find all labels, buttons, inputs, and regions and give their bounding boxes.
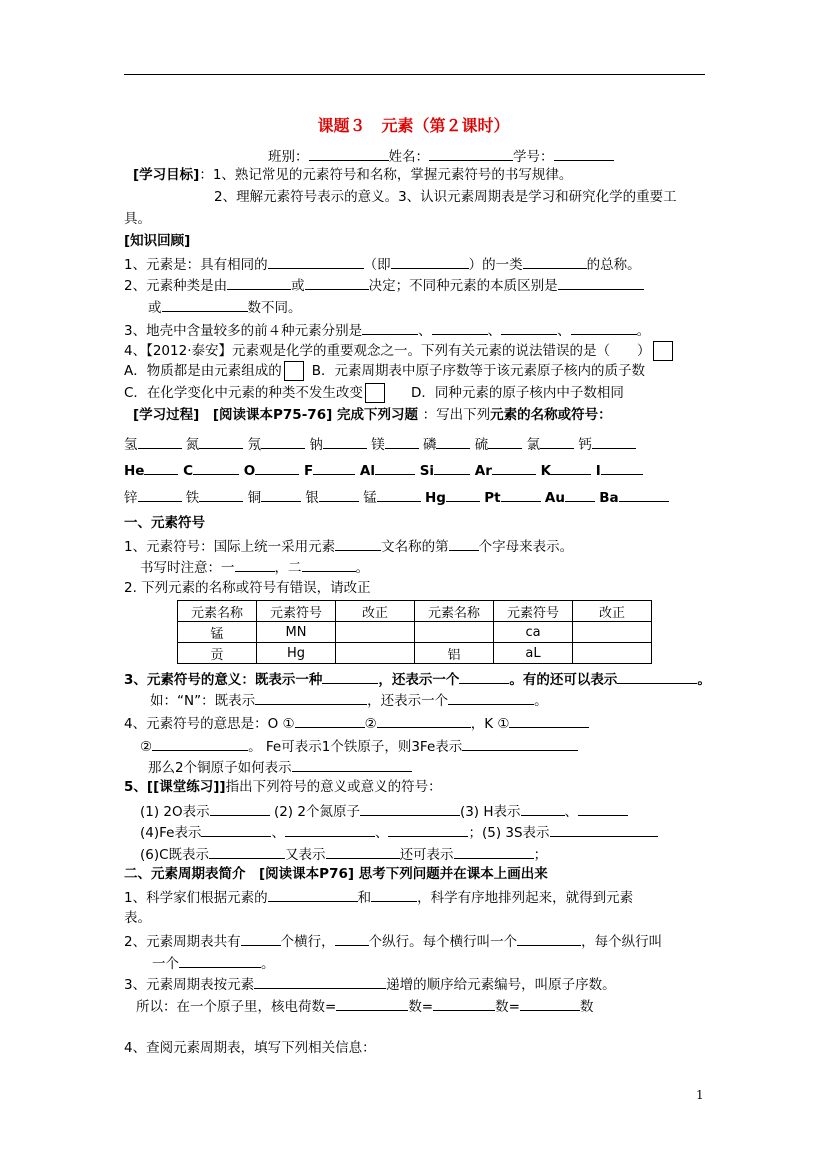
blank[interactable] [517,931,581,946]
blank[interactable] [261,434,305,449]
sec1-q4a [124,713,589,733]
blank[interactable] [254,974,386,989]
text: 和 [357,890,372,906]
blank[interactable] [138,434,182,449]
element-name: 氮 [185,437,200,453]
text: 个横行， [280,934,335,950]
reading-ref: [阅读课本P75-76] [212,407,333,423]
sec2-q3 [124,974,616,994]
text: 递增的顺序给元素编号，叫原子序数。 [386,977,616,993]
text: 、 [564,804,579,820]
blank[interactable] [144,460,178,475]
blank[interactable] [268,254,364,269]
sec1-q5a [140,801,628,821]
option-a: A．物质都是由元素组成的 [124,363,282,379]
text: 2、元素种类是由 [124,278,228,294]
blank[interactable] [391,254,469,269]
process-label: [学习过程] [133,407,200,423]
table-header: 元素名称 [415,601,494,622]
text: 数= [495,999,520,1015]
text: 又表示 [285,847,326,863]
blank[interactable] [323,434,367,449]
blank[interactable] [319,487,359,502]
table-row [178,643,652,664]
blank[interactable] [388,822,468,837]
table-cell: 锰 [178,622,257,643]
table-header: 元素名称 [178,601,257,622]
text: 、 [487,323,502,339]
options-cd [124,383,624,403]
text: (6)C既表示 [140,847,210,863]
text: 3、元素周期表按元素 [124,977,255,993]
goals-line-2: 2、理解元素符号表示的意义。3、认识元素周期表是学习和研究化学的重要工 [214,189,677,205]
text: 一个 [152,956,179,972]
element-name: 硫 [474,437,489,453]
sec2-q3b [136,996,593,1016]
table-cell: 贡 [178,643,257,664]
blank[interactable] [385,434,419,449]
element-name: 氢 [124,437,138,453]
text: 个纵行。每个横行叫一个 [368,934,518,950]
text: 。 [534,693,548,709]
header-rule [124,74,705,75]
blank[interactable] [558,275,644,290]
blank[interactable] [432,320,488,335]
element-symbol: F [303,463,314,479]
text: 、 [557,323,571,339]
sec2-heading-line [124,865,548,883]
element-name: 锌 [124,490,138,506]
sec1-q1b [140,557,369,577]
question-text: 4、【2012·泰安】元素观是化学的重要观念之一。下列有关元素的说法错误的是（ ） [124,343,651,359]
element-name: 镁 [371,437,385,453]
student-info-row [268,146,614,166]
text: 5、 [124,779,147,795]
class-label: 班别： [268,149,309,165]
blank[interactable] [371,887,417,902]
text: 个字母来表示。 [478,539,574,555]
blank[interactable] [201,822,271,837]
element-symbol: C [183,463,194,479]
blank[interactable] [446,487,480,502]
element-name: 氯 [526,437,541,453]
blank[interactable] [362,320,418,335]
option-d: D．同种元素的原子核内中子数相同 [410,385,624,401]
element-symbol: Si [419,463,435,479]
table-header: 改正 [336,601,415,622]
blank[interactable] [509,713,589,728]
text: 。 [261,956,275,972]
sec1-q3b [150,690,548,710]
elements-row-2 [124,460,643,480]
options-ab [124,361,645,381]
blank[interactable] [336,996,408,1011]
table-cell: Hg [257,643,336,664]
text: 。有的还可以表示 [509,672,618,688]
goals-line-3: 具。 [124,211,151,227]
element-name: 银 [305,490,319,506]
blank[interactable] [199,434,243,449]
blank[interactable] [377,487,421,502]
blank[interactable] [550,822,658,837]
text: ② [140,739,153,755]
sec2-q4: 4、查阅元素周期表，填写下列相关信息： [124,1040,376,1056]
table-header: 元素符号 [257,601,336,622]
text: 数 [579,999,594,1015]
element-name: 铁 [185,490,200,506]
text: 的总称。 [586,257,641,273]
table-cell: 铝 [415,643,494,664]
text: 、 [374,825,389,841]
blank[interactable] [193,460,239,475]
class-field[interactable] [309,146,389,161]
blank[interactable] [617,669,697,684]
text: (2) 2个氮原子 [273,804,360,820]
option-c-box[interactable] [365,383,385,403]
option-a-box[interactable] [284,361,304,381]
blank[interactable] [619,487,669,502]
task-text: 思考下列问题并在课本上画出来 [358,866,548,882]
correction-table [177,600,652,664]
blank[interactable] [335,931,369,946]
table-cell[interactable] [336,622,415,643]
sec2-heading: 二、元素周期表简介 [124,866,246,882]
element-name: 氖 [247,437,262,453]
element-symbol: He [124,463,145,479]
table-cell[interactable] [573,622,652,643]
sec1-q1a [124,536,573,556]
text: 指出下列符号的意义或意义的符号： [225,779,442,795]
table-row [178,622,652,643]
element-name: 铜 [247,490,262,506]
review-q2 [124,275,644,295]
goals-line-1 [133,166,572,184]
text: 如：“N”：既表示 [150,693,256,709]
blank[interactable] [571,320,637,335]
text: 那么2个铜原子如何表示 [148,760,292,776]
text: 文名称的第 [381,539,449,555]
blank[interactable] [459,669,509,684]
text: 或 [291,278,305,294]
name-label: 姓名： [388,149,429,165]
blank[interactable] [326,844,400,859]
text: ； [533,847,548,863]
blank[interactable] [227,275,291,290]
text: 。 Fe可表示1个铁原子，则3Fe表示 [248,739,463,755]
blank[interactable] [138,487,182,502]
review-heading: [知识回顾] [124,233,191,249]
blank[interactable] [523,254,587,269]
text: ② [364,716,377,732]
table-cell: ca [494,622,573,643]
text: ，还表示一个 [367,693,449,709]
task-text: 元素的名称或符号： [490,407,612,423]
sec2-q2b [152,953,275,973]
blank[interactable] [313,460,355,475]
blank[interactable] [305,275,369,290]
goals-text-1: ：1、熟记常见的元素符号和名称，掌握元素符号的书写规律。 [199,167,573,183]
text: 3、地壳中含量较多的前４种元素分别是 [124,323,363,339]
blank[interactable] [322,669,378,684]
sec1-q5b [140,822,658,842]
blank[interactable] [199,487,243,502]
text: ，K ① [470,716,510,732]
element-symbol: K [540,463,552,479]
page-title: 课题３ 元素（第２课时） [317,116,510,135]
sec2-q1 [124,887,633,907]
blank[interactable] [434,460,470,475]
text: 1、科学家们根据元素的 [124,890,268,906]
element-name: 锰 [363,490,377,506]
text: ）的一类 [468,257,523,273]
table-cell: aL [494,643,573,664]
text: 2、元素周期表共有 [124,934,241,950]
text: (1) 2O表示 [140,804,210,820]
blank[interactable] [448,690,534,705]
table-cell[interactable] [336,643,415,664]
id-field[interactable] [554,146,614,161]
task-text: 完成下列习题 [336,407,418,423]
text: ，还表示一个 [378,672,460,688]
text: 数= [408,999,434,1015]
blank[interactable] [449,536,479,551]
review-q4 [124,341,675,361]
blank[interactable] [295,713,365,728]
blank[interactable] [241,931,281,946]
review-q2b [148,297,302,317]
blank[interactable] [492,460,536,475]
page-number: 1 [696,1088,704,1102]
text: 决定；不同种元素的本质区别是 [368,278,558,294]
sec1-q4c [148,757,412,777]
table-cell [415,622,494,643]
blank[interactable] [454,844,534,859]
text: 。 [697,672,711,688]
elements-row-3 [124,487,669,507]
element-name: 钠 [309,437,323,453]
blank[interactable] [302,557,356,572]
text: ，二 [274,560,302,576]
sec1-q2: 2. 下列元素的名称或符号有错误，请改正 [124,580,371,596]
blank[interactable] [360,801,460,816]
text: ，每个纵行叫 [581,934,663,950]
option-c: C．在化学变化中元素的种类不发生改变 [124,385,363,401]
blank[interactable] [501,320,557,335]
table-header: 改正 [573,601,652,622]
blank[interactable] [235,557,275,572]
blank[interactable] [209,844,285,859]
element-name: 磷 [422,437,437,453]
table-header: 元素符号 [494,601,573,622]
id-label: 学号： [513,149,554,165]
sec2-q2 [124,931,662,951]
blank[interactable] [436,434,470,449]
practice-label: [[课堂练习]] [146,779,226,795]
text: 4、元素符号的意思是：O ① [124,716,295,732]
blank[interactable] [268,887,358,902]
element-name: 钙 [578,437,592,453]
name-field[interactable] [429,146,513,161]
element-symbol: Al [359,463,375,479]
blank[interactable] [601,460,643,475]
goals-label: [学习目标] [133,167,200,183]
blank[interactable] [255,460,299,475]
blank[interactable] [462,736,578,751]
sec2-q1b: 表。 [124,910,151,926]
sec1-q5 [124,778,442,796]
blank[interactable] [162,297,248,312]
text: 数不同。 [247,300,302,316]
sec1-heading: 一、元素符号 [124,515,205,531]
text: 、 [271,825,285,841]
blank[interactable] [261,487,301,502]
text: 所以：在一个原子里，核电荷数= [136,999,337,1015]
blank[interactable] [255,690,367,705]
blank[interactable] [335,536,381,551]
blank[interactable] [375,460,415,475]
blank[interactable] [179,953,261,968]
blank[interactable] [210,801,270,816]
reading-ref: [阅读课本P76] [259,866,355,882]
text: 或 [148,300,162,316]
text: ，科学有序地排列起来，就得到元素 [417,890,634,906]
sec1-q4b [140,736,578,756]
text: 还可表示 [399,847,454,863]
element-symbol: Pt [484,490,501,506]
elements-row-1 [124,434,636,454]
element-symbol: I [595,463,601,479]
review-q3 [124,320,650,340]
blank[interactable] [565,487,595,502]
text: （即 [363,257,391,273]
table-cell[interactable] [573,643,652,664]
blank[interactable] [520,996,580,1011]
blank[interactable] [592,434,636,449]
text: 。 [636,323,651,339]
answer-box[interactable] [653,341,673,361]
text: (4)Fe表示 [140,825,202,841]
text: 书写时注意：一 [140,560,235,576]
blank[interactable] [551,460,591,475]
blank[interactable] [501,487,541,502]
text: 。 [355,560,369,576]
element-symbol: Au [544,490,565,506]
sec1-q5c [140,844,547,864]
blank[interactable] [377,713,471,728]
element-symbol: Ar [474,463,492,479]
blank[interactable] [433,996,495,1011]
blank[interactable] [521,801,565,816]
blank[interactable] [578,801,628,816]
element-symbol: Ba [599,490,619,506]
blank[interactable] [285,822,375,837]
element-symbol: O [243,463,256,479]
element-symbol: Hg [424,490,446,506]
blank[interactable] [292,757,412,772]
option-b: B．元素周期表中原子序数等于该元素原子核内的质子数 [311,363,646,379]
text: 1、元素是：具有相同的 [124,257,268,273]
task-text: ：写出下列 [422,407,491,423]
blank[interactable] [152,736,248,751]
table-cell: MN [257,622,336,643]
review-q1 [124,254,641,274]
text: 1、元素符号：国际上统一采用元素 [124,539,336,555]
text: (3) H表示 [459,804,521,820]
sec1-q3 [124,669,711,689]
blank[interactable] [488,434,522,449]
process-line [133,406,612,424]
text: 、 [418,323,432,339]
table-header-row [178,601,652,622]
text: 3、元素符号的意义：既表示一种 [124,672,323,688]
text: ；(5) 3S表示 [468,825,550,841]
blank[interactable] [540,434,574,449]
